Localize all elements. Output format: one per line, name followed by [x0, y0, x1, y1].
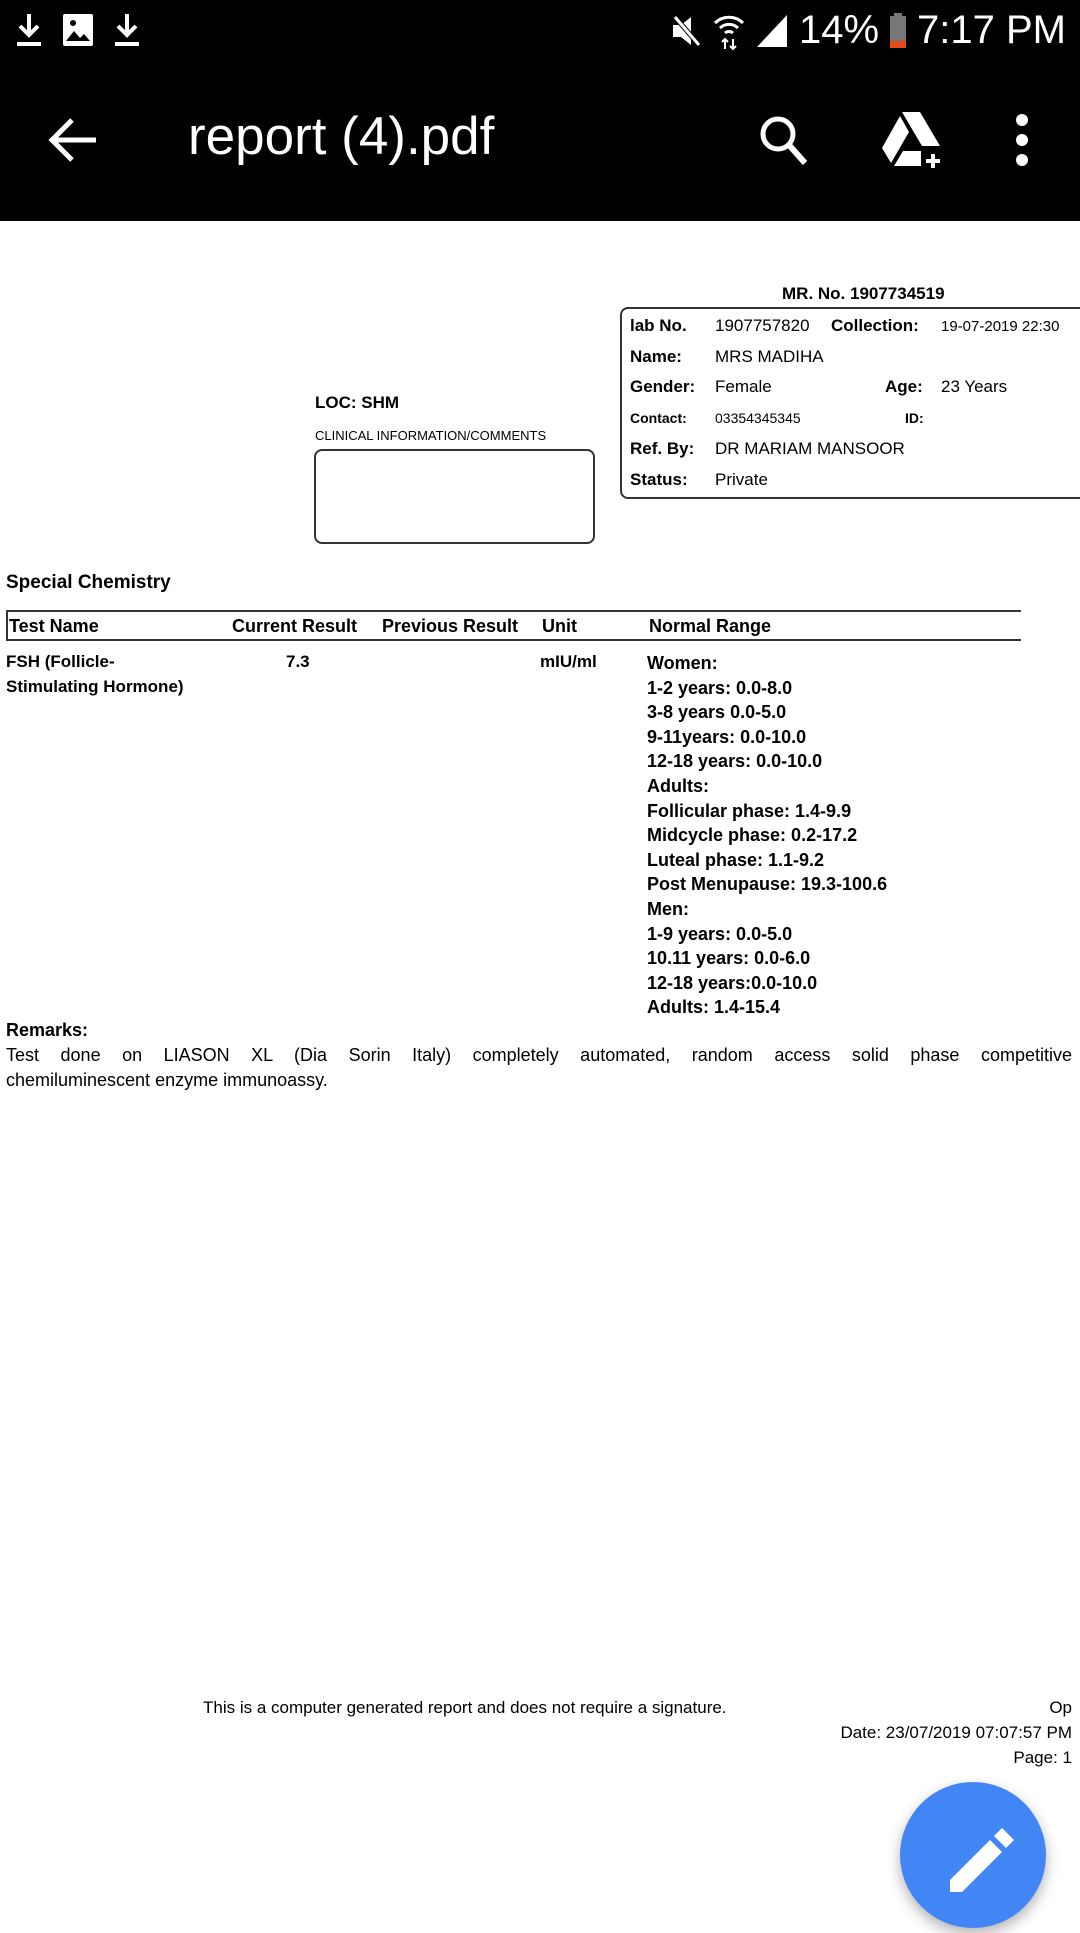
battery-percent: 14% [798, 8, 880, 52]
age-value: 23 Years [941, 377, 1008, 396]
normal-range [647, 651, 887, 1020]
lab-no-label: lab No. [630, 316, 687, 335]
remarks-line2: chemiluminescent enzyme immunoassy. [6, 1070, 328, 1090]
signal-icon [755, 13, 789, 49]
normal-range-line: 3-8 years 0.0-5.0 [647, 702, 787, 723]
table-header-rule [6, 639, 1021, 641]
mr-number: MR. No. 1907734519 [782, 284, 945, 303]
header-current-result: Current Result [232, 616, 358, 636]
name-label: Name: [630, 347, 682, 366]
name-value: MRS MADIHA [715, 347, 824, 366]
document-title: report (4).pdf [188, 107, 495, 166]
arrow-back-icon[interactable] [44, 110, 104, 170]
normal-range-line: 9-11years: 0.0-10.0 [647, 726, 807, 747]
clock: 7:17 PM [917, 8, 1066, 52]
normal-range-line: 1-9 years: 0.0-5.0 [647, 923, 793, 944]
more-vert-icon[interactable] [990, 108, 1054, 172]
remarks-label: Remarks: [6, 1020, 89, 1040]
contact-label: Contact: [630, 410, 687, 426]
normal-range-line: Adults: [647, 775, 709, 796]
ref-by-value: DR MARIAM MANSOOR [715, 439, 905, 458]
collection-value: 19-07-2019 22:30 [941, 318, 1060, 335]
collection-label: Collection: [831, 316, 919, 335]
normal-range-line: 1-2 years: 0.0-8.0 [647, 677, 793, 698]
status-value: Private [715, 470, 768, 489]
status-label: Status: [630, 470, 688, 489]
normal-range-line: 12-18 years: 0.0-10.0 [647, 751, 823, 772]
normal-range-line: Post Menupause: 19.3-100.6 [647, 874, 888, 895]
normal-range-line: Midcycle phase: 0.2-17.2 [647, 825, 858, 846]
edit-pencil-icon [900, 1782, 1046, 1928]
footer-date: Date: 23/07/2019 07:07:57 PM [840, 1723, 1072, 1742]
unit: mIU/ml [540, 652, 597, 671]
header-test-name: Test Name [9, 616, 99, 636]
normal-range-line: 10.11 years: 0.0-6.0 [647, 948, 811, 969]
gender-label: Gender: [630, 377, 696, 396]
lab-no-value: 1907757820 [715, 316, 810, 335]
download-icon [112, 12, 142, 48]
table-top-rule [6, 610, 1021, 612]
battery-icon [889, 13, 907, 49]
footer-note: This is a computer generated report and does not require a signature. [203, 1698, 727, 1717]
footer-page: Page: 1 [1013, 1748, 1072, 1767]
current-result: 7.3 [286, 652, 310, 671]
normal-range-line: Men: [647, 898, 689, 919]
id-label: ID: [905, 410, 924, 426]
status-bar [0, 0, 1080, 64]
section-title: Special Chemistry [6, 572, 171, 593]
normal-range-line: 12-18 years:0.0-10.0 [647, 972, 818, 993]
remarks-line1: Test done on LIASON XL (Dia Sorin Italy) completely automated, random access solid phase competitive [6, 1045, 1072, 1065]
test-name-line1: FSH (Follicle- [6, 652, 115, 671]
mute-icon [669, 13, 703, 49]
test-name-line2: Stimulating Hormone) [6, 677, 184, 696]
header-previous-result: Previous Result [382, 616, 519, 636]
normal-range-line: Follicular phase: 1.4-9.9 [647, 800, 852, 821]
contact-value: 03354345345 [715, 410, 801, 426]
gender-value: Female [715, 377, 772, 396]
clinical-info-box [314, 449, 595, 544]
wifi-icon [713, 11, 745, 51]
image-icon [62, 13, 94, 47]
normal-range-line: Women: [647, 653, 718, 673]
header-unit: Unit [542, 616, 577, 636]
header-normal-range: Normal Range [649, 616, 772, 636]
search-icon[interactable] [752, 108, 816, 172]
normal-range-line: Adults: 1.4-15.4 [647, 997, 781, 1018]
edit-button[interactable] [900, 1782, 1046, 1928]
age-label: Age: [885, 377, 923, 396]
normal-range-line: Luteal phase: 1.1-9.2 [647, 849, 825, 870]
ref-by-label: Ref. By: [630, 439, 695, 458]
drive-add-icon[interactable] [880, 108, 944, 172]
download-icon [14, 12, 44, 48]
clinical-info-label: CLINICAL INFORMATION/COMMENTS [315, 428, 547, 443]
table-left-rule [6, 610, 8, 639]
location: LOC: SHM [315, 393, 400, 412]
footer-op: Op [1049, 1698, 1072, 1717]
app-bar [0, 64, 1080, 221]
